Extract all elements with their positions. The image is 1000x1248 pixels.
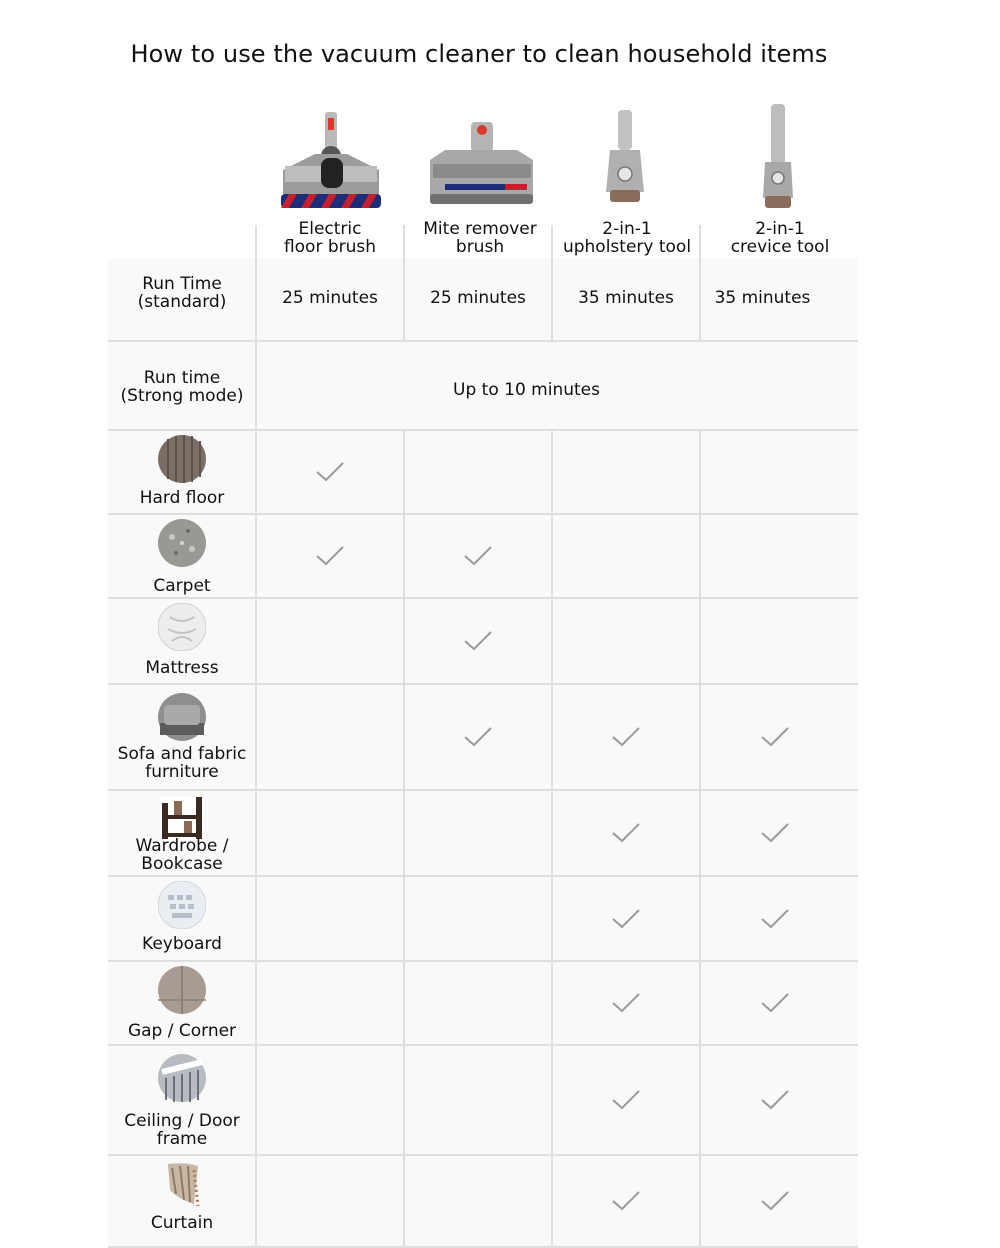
- suitability-cell: [699, 877, 858, 960]
- suitability-cell: [255, 431, 403, 513]
- checkmark-icon: [760, 726, 790, 748]
- suitability-cell: [403, 1156, 551, 1246]
- surface-row: [108, 962, 858, 1046]
- checkmark-icon: [611, 1089, 641, 1111]
- runtime-cell: [551, 258, 699, 340]
- runtime-value: 25 minutes: [282, 288, 378, 308]
- suitability-cell: [403, 431, 551, 513]
- runtime-strong-cell: [255, 342, 858, 429]
- suitability-cell: [551, 1156, 699, 1246]
- header-divider: [551, 225, 553, 259]
- row-header: [108, 877, 256, 960]
- header-divider: [699, 225, 701, 259]
- suitability-cell: [551, 1046, 699, 1154]
- suitability-cell: [699, 1156, 858, 1246]
- tool-header: [255, 98, 858, 260]
- carpet-icon: [158, 519, 206, 567]
- row-header: [108, 431, 256, 513]
- corner-icon: [158, 966, 206, 1014]
- suitability-cell: [551, 599, 699, 683]
- crevice-tool-icon: [705, 98, 855, 218]
- run-time-standard-label: Run Time (standard): [137, 274, 227, 312]
- suitability-cell: [403, 599, 551, 683]
- surface-label: Sofa and fabric furniture: [117, 744, 247, 782]
- suitability-cell: [699, 1046, 858, 1154]
- upholstery-tool-icon: [552, 98, 702, 218]
- suitability-cell: [255, 1156, 403, 1246]
- checkmark-icon: [760, 908, 790, 930]
- surface-row: [108, 791, 858, 877]
- suitability-cell: [699, 791, 858, 875]
- checkmark-icon: [760, 1089, 790, 1111]
- surface-row: [108, 877, 858, 962]
- tool-crevice: [705, 98, 855, 260]
- checkmark-icon: [463, 545, 493, 567]
- runtime-value: 35 minutes: [714, 288, 811, 308]
- suitability-cell: [699, 599, 858, 683]
- checkmark-icon: [611, 822, 641, 844]
- surface-label: Gap / Corner: [127, 1021, 237, 1041]
- tool-label: Electric floor brush: [283, 219, 377, 257]
- suitability-cell: [403, 962, 551, 1044]
- checkmark-icon: [760, 992, 790, 1014]
- surface-label: Mattress: [145, 658, 219, 678]
- runtime-value: 35 minutes: [578, 288, 674, 308]
- surface-row: [108, 685, 858, 791]
- runtime-cell: [255, 258, 403, 340]
- suitability-cell: [255, 599, 403, 683]
- electric-floor-brush-icon: [255, 98, 405, 218]
- tool-mite-remover-brush: [405, 98, 555, 260]
- row-header: [108, 791, 256, 875]
- suitability-cell: [551, 685, 699, 789]
- page-title: How to use the vacuum cleaner to clean household items: [130, 40, 828, 68]
- surface-row: [108, 1046, 858, 1156]
- surface-row: [108, 515, 858, 599]
- header-divider: [255, 225, 257, 259]
- tool-label: Mite remover brush: [423, 219, 537, 257]
- row-header: [108, 599, 256, 683]
- keyboard-icon: [158, 881, 206, 929]
- mattress-icon: [158, 603, 206, 651]
- surface-label: Carpet: [153, 576, 211, 596]
- surface-label: Curtain: [150, 1213, 214, 1233]
- row-header: [108, 962, 256, 1044]
- tool-label: 2-in-1 crevice tool: [730, 219, 830, 257]
- suitability-cell: [255, 791, 403, 875]
- row-header: [108, 1046, 256, 1154]
- ceiling-icon: [158, 1054, 206, 1102]
- checkmark-icon: [315, 545, 345, 567]
- suitability-cell: [699, 685, 858, 789]
- checkmark-icon: [611, 992, 641, 1014]
- row-header: [108, 258, 256, 340]
- checkmark-icon: [611, 908, 641, 930]
- surface-row: [108, 431, 858, 515]
- suitability-cell: [699, 431, 858, 513]
- header-divider: [403, 225, 405, 259]
- row-run-time-standard: [108, 258, 858, 342]
- suitability-cell: [255, 515, 403, 597]
- runtime-value: 25 minutes: [430, 288, 526, 308]
- runtime-strong-value: Up to 10 minutes: [453, 380, 600, 400]
- surface-row: [108, 1156, 858, 1248]
- suitability-cell: [403, 515, 551, 597]
- suitability-cell: [255, 877, 403, 960]
- surface-row: [108, 599, 858, 685]
- suitability-cell: [699, 962, 858, 1044]
- checkmark-icon: [760, 1190, 790, 1212]
- suitability-cell: [255, 962, 403, 1044]
- suitability-cell: [551, 791, 699, 875]
- row-header: [108, 685, 256, 789]
- run-time-strong-label: Run time (Strong mode): [120, 368, 244, 406]
- checkmark-icon: [611, 726, 641, 748]
- sofa-icon: [158, 693, 206, 741]
- checkmark-icon: [463, 726, 493, 748]
- checkmark-icon: [611, 1190, 641, 1212]
- suitability-cell: [255, 1046, 403, 1154]
- row-header: [108, 515, 256, 597]
- checkmark-icon: [463, 630, 493, 652]
- suitability-cell: [551, 431, 699, 513]
- row-run-time-strong: [108, 342, 858, 431]
- tool-upholstery: [552, 98, 702, 260]
- suitability-cell: [551, 962, 699, 1044]
- checkmark-icon: [760, 822, 790, 844]
- surface-label: Wardrobe / Bookcase: [135, 836, 229, 874]
- row-header: [108, 1156, 256, 1246]
- curtain-icon: [158, 1160, 206, 1208]
- suitability-cell: [403, 685, 551, 789]
- runtime-cell: [403, 258, 551, 340]
- tool-label: 2-in-1 upholstery tool: [562, 219, 692, 257]
- suitability-cell: [551, 877, 699, 960]
- surface-label: Keyboard: [142, 934, 222, 954]
- suitability-cell: [403, 877, 551, 960]
- runtime-cell: [699, 258, 858, 340]
- suitability-cell: [551, 515, 699, 597]
- suitability-cell: [403, 1046, 551, 1154]
- tool-electric-floor-brush: [255, 98, 405, 260]
- suitability-cell: [403, 791, 551, 875]
- hard-floor-icon: [158, 435, 206, 483]
- row-header: [108, 342, 256, 429]
- checkmark-icon: [315, 461, 345, 483]
- surface-label: Ceiling / Door frame: [124, 1111, 240, 1149]
- suitability-cell: [699, 515, 858, 597]
- surface-label: Hard floor: [139, 488, 225, 508]
- mite-remover-brush-icon: [405, 98, 555, 218]
- suitability-cell: [255, 685, 403, 789]
